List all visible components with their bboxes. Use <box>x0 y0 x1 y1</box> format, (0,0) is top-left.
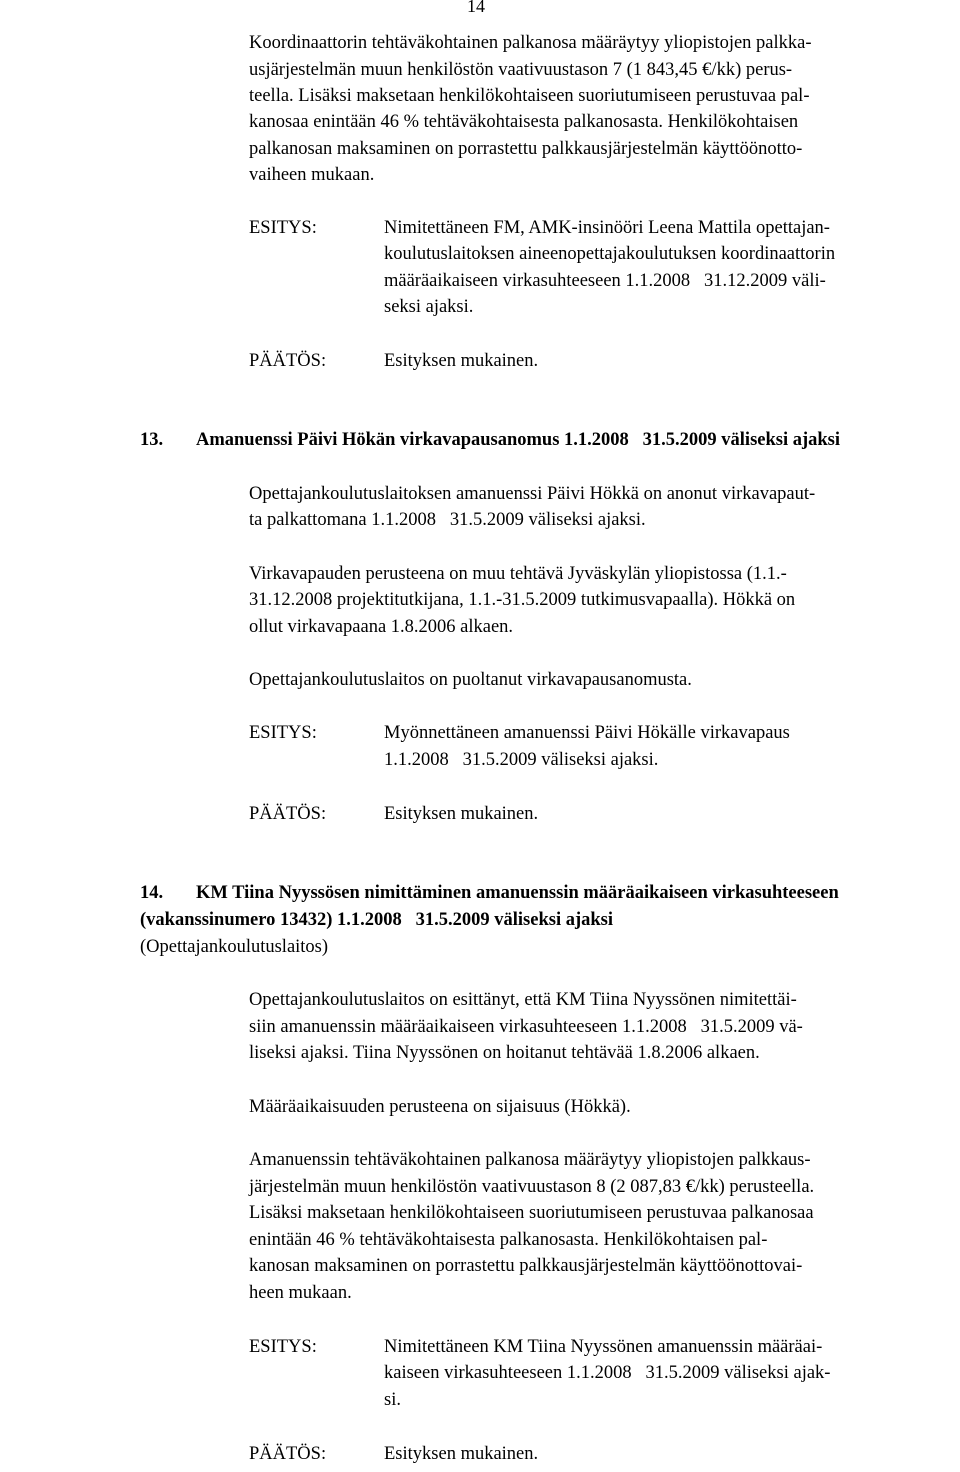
text-line: kaiseen virkasuhteeseen 1.1.2008 31.5.2009 väliseksi ajak- <box>384 1363 831 1383</box>
text-line: Nimitettäneen KM Tiina Nyyssönen amanuenssin määräai- <box>384 1337 823 1357</box>
text-line: Opettajankoulutuslaitos on esittänyt, että KM Tiina Nyyssönen nimitettäi- <box>249 990 797 1010</box>
text-line: Opettajankoulutuslaitoksen amanuenssi Päivi Hökkä on anonut virkavapaut- <box>249 484 816 504</box>
paatos-text: Esityksen mukainen. <box>384 804 539 824</box>
text-line: Nimitettäneen FM, AMK-insinööri Leena Mattila opettajan- <box>384 218 830 238</box>
text-line: 1.1.2008 31.5.2009 väliseksi ajaksi. <box>384 750 659 770</box>
text-line: Lisäksi maksetaan henkilökohtaiseen suoriutumiseen perustuvaa palkanosaa <box>249 1203 814 1223</box>
text-line: usjärjestelmän muun henkilöstön vaativuustason 7 (1 843,45 €/kk) perus- <box>249 60 793 80</box>
text-line: 31.12.2008 projektitutkijana, 1.1.-31.5.2009 tutkimusvapaalla). Hökkä on <box>249 590 796 610</box>
esitys-label: ESITYS: <box>249 218 317 238</box>
text-line: si. <box>384 1390 401 1410</box>
esitys-label: ESITYS: <box>249 1337 317 1357</box>
text-line: Virkavapauden perusteena on muu tehtävä Jyväskylän yliopistossa (1.1.- <box>249 564 787 584</box>
text-line: kanosan maksaminen on porrastettu palkkausjärjestelmän käyttöönottovai- <box>249 1256 803 1276</box>
esitys-label: ESITYS: <box>249 723 317 743</box>
section-title: Amanuenssi Päivi Hökän virkavapausanomus 1.1.2008 31.5.2009 väliseksi ajaksi <box>196 430 841 450</box>
text-line: Amanuenssin tehtäväkohtainen palkanosa määräytyy yliopistojen palkkaus- <box>249 1150 811 1170</box>
paatos-text: Esityksen mukainen. <box>384 1444 539 1464</box>
paatos-label: PÄÄTÖS: <box>249 351 327 371</box>
paatos-text: Esityksen mukainen. <box>384 351 539 371</box>
page-number: 14 <box>467 0 485 16</box>
text-line: järjestelmän muun henkilöstön vaativuustason 8 (2 087,83 €/kk) perusteella. <box>249 1177 815 1197</box>
section-number: 13. <box>140 430 164 450</box>
text-line: määräaikaiseen virkasuhteeseen 1.1.2008 31.12.2009 väli- <box>384 271 826 291</box>
text-line: Myönnettäneen amanuenssi Päivi Hökälle virkavapaus <box>384 723 790 743</box>
text-line: liseksi ajaksi. Tiina Nyyssönen on hoitanut tehtävää 1.8.2006 alkaen. <box>249 1043 760 1063</box>
text-line: siin amanuenssin määräaikaiseen virkasuhteeseen 1.1.2008 31.5.2009 vä- <box>249 1017 803 1037</box>
text-line: seksi ajaksi. <box>384 297 474 317</box>
text-line: heen mukaan. <box>249 1283 352 1303</box>
paatos-label: PÄÄTÖS: <box>249 804 327 824</box>
text-line: koulutuslaitoksen aineenopettajakoulutuksen koordinaattorin <box>384 244 836 264</box>
section-subtitle: (Opettajankoulutuslaitos) <box>140 937 329 957</box>
text-line: ollut virkavapaana 1.8.2006 alkaen. <box>249 617 514 637</box>
text-line: Koordinaattorin tehtäväkohtainen palkanosa määräytyy yliopistojen palkka- <box>249 33 812 53</box>
section-number: 14. <box>140 883 164 903</box>
text-line: teella. Lisäksi maksetaan henkilökohtaiseen suoriutumiseen perustuvaa pal- <box>249 86 810 106</box>
text-line: Määräaikaisuuden perusteena on sijaisuus (Hökkä). <box>249 1097 631 1117</box>
text-line: enintään 46 % tehtäväkohtaisesta palkanosasta. Henkilökohtaisen pal- <box>249 1230 768 1250</box>
section-title: KM Tiina Nyyssösen nimittäminen amanuenssin määräaikaiseen virkasuhteeseen <box>196 883 839 903</box>
paatos-label: PÄÄTÖS: <box>249 1444 327 1464</box>
section-title: (vakanssinumero 13432) 1.1.2008 31.5.2009 väliseksi ajaksi <box>140 910 613 930</box>
text-line: ta palkattomana 1.1.2008 31.5.2009 väliseksi ajaksi. <box>249 510 646 530</box>
text-line: kanosaa enintään 46 % tehtäväkohtaisesta palkanosasta. Henkilökohtaisen <box>249 112 799 132</box>
text-line: vaiheen mukaan. <box>249 165 375 185</box>
text-line: palkanosan maksaminen on porrastettu palkkausjärjestelmän käyttöönotto- <box>249 139 803 159</box>
text-line: Opettajankoulutuslaitos on puoltanut virkavapausanomusta. <box>249 670 692 690</box>
